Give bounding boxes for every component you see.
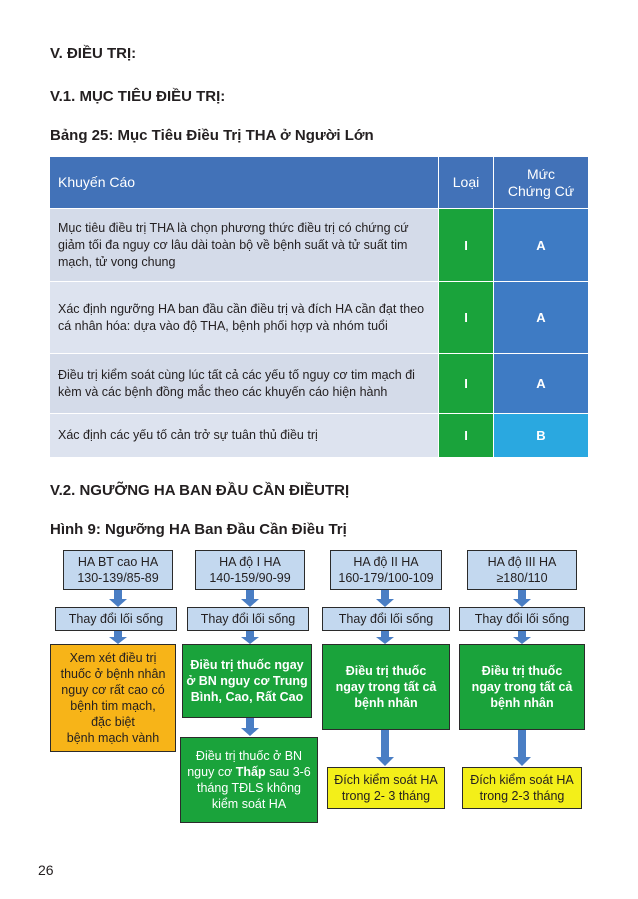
row-class: I xyxy=(439,282,494,354)
box-text-line: Đích kiểm soát HA xyxy=(334,773,438,787)
row-evidence: A xyxy=(494,354,589,414)
consider-treatment-box xyxy=(50,644,176,752)
immediate-treatment-box xyxy=(322,644,450,730)
box-text-fragment: sau 3-6 xyxy=(265,765,311,779)
subsection-heading-1: V.1. MỤC TIÊU ĐIỀU TRỊ: xyxy=(50,88,226,105)
box-text-line: Bình, Cao, Rất Cao xyxy=(190,690,304,704)
box-text-line: ngay trong tất cả xyxy=(471,680,573,694)
header-evidence-line1: Mức xyxy=(526,165,556,182)
box-text-line: bệnh nhân xyxy=(354,696,418,710)
row-class: I xyxy=(439,209,494,282)
header-recommendation: Khuyến Cáo xyxy=(50,157,439,209)
row-evidence: A xyxy=(494,209,589,282)
stage-label: HA độ II HA xyxy=(353,555,419,569)
low-risk-treatment-box xyxy=(180,737,318,823)
figure-title: Hình 9: Ngưỡng HA Ban Đầu Cần Điều Trị xyxy=(50,521,347,538)
box-text-line: nguy cơ rất cao có xyxy=(61,683,165,697)
page-number: 26 xyxy=(38,862,54,878)
header-evidence-line2: Chứng Cứ xyxy=(507,182,575,199)
box-text-line: bệnh mạch vành xyxy=(66,731,160,745)
stage-label: HA BT cao HA xyxy=(77,555,159,569)
stage-range: ≥180/110 xyxy=(496,571,548,585)
lifestyle-box: Thay đổi lối sống xyxy=(187,607,309,631)
box-text-line: thuốc ở bệnh nhân xyxy=(60,667,166,681)
box-text-line: đặc biệt xyxy=(91,715,135,729)
box-text-line: bệnh tim mạch, xyxy=(70,699,156,713)
lifestyle-box: Thay đổi lối sống xyxy=(322,607,450,631)
lifestyle-box: Thay đổi lối sống xyxy=(459,607,585,631)
stage-box-high-normal xyxy=(63,550,173,590)
row-recommendation: Xác định ngưỡng HA ban đầu cần điều trị và đích HA cần đạt theo cá nhân hóa: dựa vào độ THA, bệnh phối hợp và nhóm tuổi xyxy=(50,282,439,354)
box-text-line: Điều trị thuốc ngay xyxy=(190,658,304,672)
box-text-line: trong 2- 3 tháng xyxy=(341,789,431,803)
stage-range: 140-159/90-99 xyxy=(209,571,291,585)
section-heading: V. ĐIỀU TRỊ: xyxy=(50,45,137,62)
immediate-treatment-box xyxy=(182,644,312,718)
box-text-line: bệnh nhân xyxy=(490,696,554,710)
box-text-line: trong 2-3 tháng xyxy=(479,789,565,803)
stage-label: HA độ I HA xyxy=(219,555,281,569)
immediate-treatment-box xyxy=(459,644,585,730)
row-evidence: B xyxy=(494,414,589,458)
stage-range: 130-139/85-89 xyxy=(77,571,159,585)
box-text-line: kiểm soát HA xyxy=(211,797,287,811)
row-recommendation: Điều trị kiểm soát cùng lúc tất cả các yếu tố nguy cơ tim mạch đi kèm và các bệnh đồng mắc theo các khuyến cáo hiện hành xyxy=(50,354,439,414)
row-recommendation: Mục tiêu điều trị THA là chọn phương thức điều trị có chứng cứ giảm tối đa nguy cơ lâu dài toàn bộ về bệnh suất và tử suất tim mạch, tử vong chung xyxy=(50,209,439,282)
stage-box-grade-1 xyxy=(195,550,305,590)
header-class: Loại xyxy=(439,157,494,209)
box-text-line: Xem xét điều trị xyxy=(69,651,157,665)
box-text-line: Điều trị thuốc ở BN xyxy=(195,749,303,763)
row-class: I xyxy=(439,354,494,414)
box-text-line: tháng TĐLS không xyxy=(196,781,301,795)
row-class: I xyxy=(439,414,494,458)
stage-box-grade-3 xyxy=(467,550,577,590)
box-text-fragment: nguy cơ xyxy=(187,765,236,779)
row-recommendation: Xác định các yếu tố cản trở sự tuân thủ điều trị xyxy=(50,414,439,458)
stage-box-grade-2 xyxy=(330,550,442,590)
stage-range: 160-179/100-109 xyxy=(338,571,434,585)
lifestyle-box: Thay đổi lối sống xyxy=(55,607,177,631)
stage-label: HA độ III HA xyxy=(487,555,557,569)
box-text-line: Điều trị thuốc xyxy=(481,664,563,678)
subsection-heading-2: V.2. NGƯỠNG HA BAN ĐẦU CẦN ĐIỀUTRỊ xyxy=(50,482,350,499)
row-evidence: A xyxy=(494,282,589,354)
box-text-line: ngay trong tất cả xyxy=(335,680,437,694)
box-text-line: Điều trị thuốc xyxy=(345,664,427,678)
target-control-box xyxy=(327,767,445,809)
table-title: Bảng 25: Mục Tiêu Điều Trị THA ở Người Lớn xyxy=(50,127,374,144)
box-text-bold: Thấp xyxy=(235,765,266,779)
target-control-box xyxy=(462,767,582,809)
box-text-line: Đích kiểm soát HA xyxy=(470,773,574,787)
box-text-line: ở BN nguy cơ Trung xyxy=(186,674,308,688)
